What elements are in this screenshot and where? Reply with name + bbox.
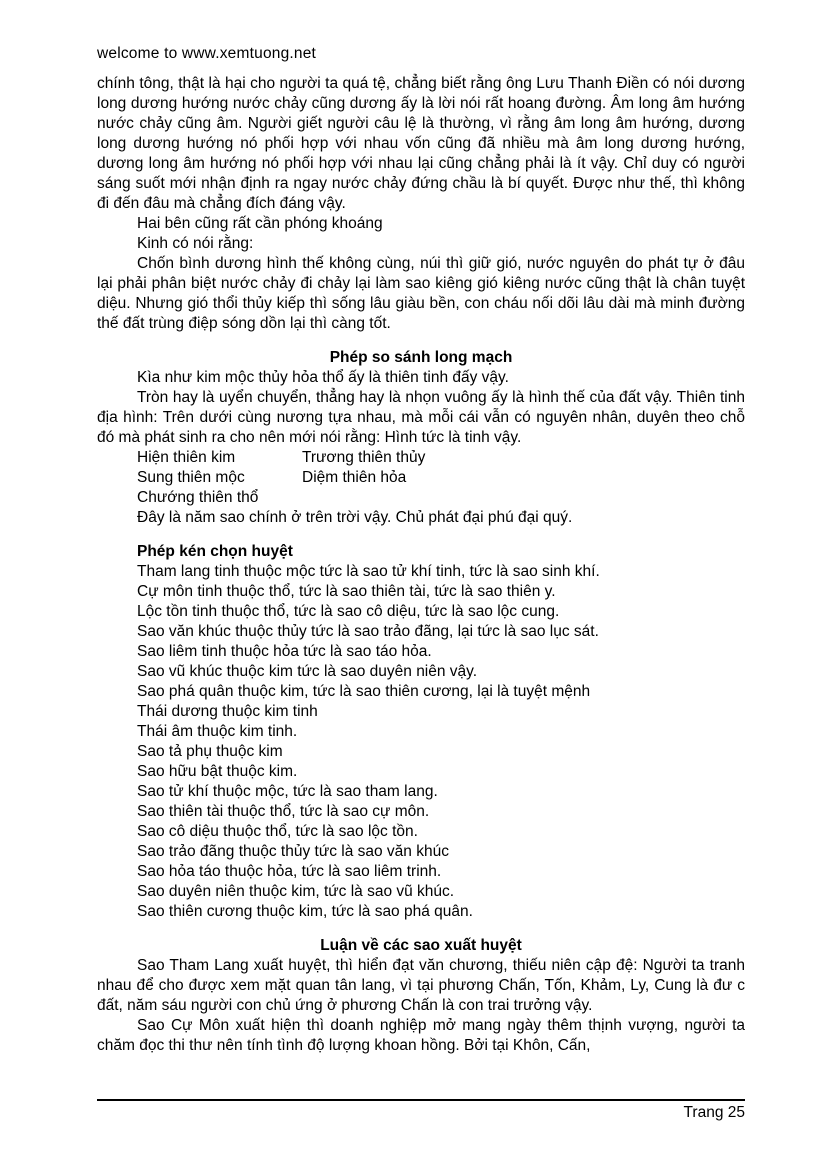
page-footer (97, 1099, 745, 1122)
star-cell: Hiện thiên kim (137, 449, 236, 466)
line-kinh-co-noi: Kinh có nói rằng: (137, 235, 254, 252)
star-list-item: Sao thiên tài thuộc thổ, tức là sao cự môn. (137, 803, 430, 820)
star-cell (302, 488, 745, 508)
section-gap (97, 334, 745, 348)
star-list-item: Cự môn tinh thuộc thổ, tức là sao thiên tài, tức là sao thiên y. (137, 583, 556, 600)
star-list-item: Sao liêm tinh thuộc hỏa tức là sao táo hỏa. (137, 643, 432, 660)
star-list-item: Sao hỏa táo thuộc hỏa, tức là sao liêm trinh. (137, 863, 442, 880)
site-header-text: welcome to www.xemtuong.net (97, 45, 317, 62)
star-cell: Trương thiên thủy (302, 449, 426, 466)
line-kia-nhu: Kìa như kim mộc thủy hỏa thổ ấy là thiên tinh đấy vậy. (137, 369, 509, 386)
star-list-item: Sao văn khúc thuộc thủy tức là sao trảo đãng, lại tức là sao lục sát. (137, 623, 599, 640)
star-list-item: Sao hữu bật thuộc kim. (137, 763, 298, 780)
star-cell: Diệm thiên hỏa (302, 469, 407, 486)
star-row (137, 448, 745, 468)
paragraph-intro: chính tông, thật là hại cho người ta quá tệ, chẳng biết rằng ông Lưu Thanh Điền có nói dương long dương hướng nước chảy cũng dương ấy là lời nói rất hoang đường. Âm long âm hướng nước chảy cũng âm. Người giết người câu lệ là thường, vì rằng âm long âm hướng, dương long dương hướng nó phối hợp với nhau vốn cũng đã nhiều mà âm long dương hướng, dương long âm hướng nó phối hợp với nhau lại cũng chẳng phải là ít vậy. Chỉ duy có người sáng suốt mới nhận định ra ngay nước chảy đứng chầu là bí quyết. Được như thế, thì không đi đến đâu mà chẳng đích đáng vậy. (97, 75, 745, 212)
content-area (97, 44, 745, 1056)
star-row (137, 468, 745, 488)
star-list-item: Thái âm thuộc kim tinh. (137, 723, 298, 740)
paragraph-tham-lang: Sao Tham Lang xuất huyệt, thì hiển đạt văn chương, thiếu niên cập đệ: Người ta tranh nhau để cho được xem mặt quan tân lang, vì tại phương Chấn, Tốn, Khảm, Ly, Cung là đư c đất, năm sáu người con chủ ứng ở phương Chấn là con trai trưởng vậy. (97, 957, 745, 1014)
star-list-item: Sao thiên cương thuộc kim, tức là sao phá quân. (137, 903, 473, 920)
star-list-item: Sao cô diệu thuộc thổ, tức là sao lộc tồn. (137, 823, 418, 840)
star-list-item: Sao phá quân thuộc kim, tức là sao thiên cương, lại là tuyệt mệnh (137, 683, 591, 700)
paragraph-tron-hay: Tròn hay là uyển chuyển, thẳng hay là nhọn vuông ấy là hình thế của đất vậy. Thiên tinh địa hình: Trên dưới cùng nương tựa nhau, mà mỗi cái vẫn có nguyên nhân, duyên theo chỗ đó mà phát sinh ra cho nên mới nói rằng: Hình tức là tinh vậy. (97, 389, 745, 446)
star-row (137, 488, 745, 508)
star-list-item: Sao tử khí thuộc mộc, tức là sao tham lang. (137, 783, 438, 800)
star-list-item: Sao duyên niên thuộc kim, tức là sao vũ khúc. (137, 883, 455, 900)
star-list-item: Lộc tồn tinh thuộc thổ, tức là sao cô diệu, tức là sao lộc cung. (137, 603, 560, 620)
section-heading-long-mach: Phép so sánh long mạch (329, 349, 513, 366)
star-list-item: Thái dương thuộc kim tinh (137, 703, 318, 720)
star-list (97, 562, 745, 922)
section-gap (97, 528, 745, 542)
page-number: Trang 25 (683, 1104, 745, 1121)
star-list-item: Sao tả phụ thuộc kim (137, 743, 283, 760)
line-hai-ben: Hai bên cũng rất cần phóng khoáng (137, 215, 383, 232)
star-table (97, 448, 745, 508)
star-list-item: Sao trảo đãng thuộc thủy tức là sao văn khúc (137, 843, 449, 860)
line-day-la: Đây là năm sao chính ở trên trời vậy. Chủ phát đại phú đại quý. (137, 509, 573, 526)
section-heading-xuat-huyet: Luận về các sao xuất huyệt (320, 937, 522, 954)
star-cell: Sung thiên mộc (137, 469, 245, 486)
star-list-item: Sao vũ khúc thuộc kim tức là sao duyên niên vậy. (137, 663, 478, 680)
section-heading-ken-chon: Phép kén chọn huyệt (137, 543, 293, 560)
star-cell: Chướng thiên thổ (137, 489, 259, 506)
section-gap (97, 922, 745, 936)
paragraph-chon-binh-duong: Chốn bình dương hình thế không cùng, núi thì giữ gió, nước nguyên do phát tự ở đâu lại phải phân biệt nước chảy đi chảy lại làm sao kiêng gió kiêng nước cũng thật là chân tuyệt diệu. Nhưng gió thổi thủy kiếp thì sống lâu giàu bền, con cháu nối dõi lâu dài mà minh đường thế đất trùng điệp sóng dồn lại thì càng tốt. (97, 255, 745, 332)
paragraph-cu-mon: Sao Cự Môn xuất hiện thì doanh nghiệp mở mang ngày thêm thịnh vượng, người ta chăm đọc thi thư nên tính tình độ lượng khoan hồng. Bởi tại Khôn, Cấn, (97, 1017, 745, 1054)
star-list-item: Tham lang tinh thuộc mộc tức là sao tử khí tinh, tức là sao sinh khí. (137, 563, 600, 580)
